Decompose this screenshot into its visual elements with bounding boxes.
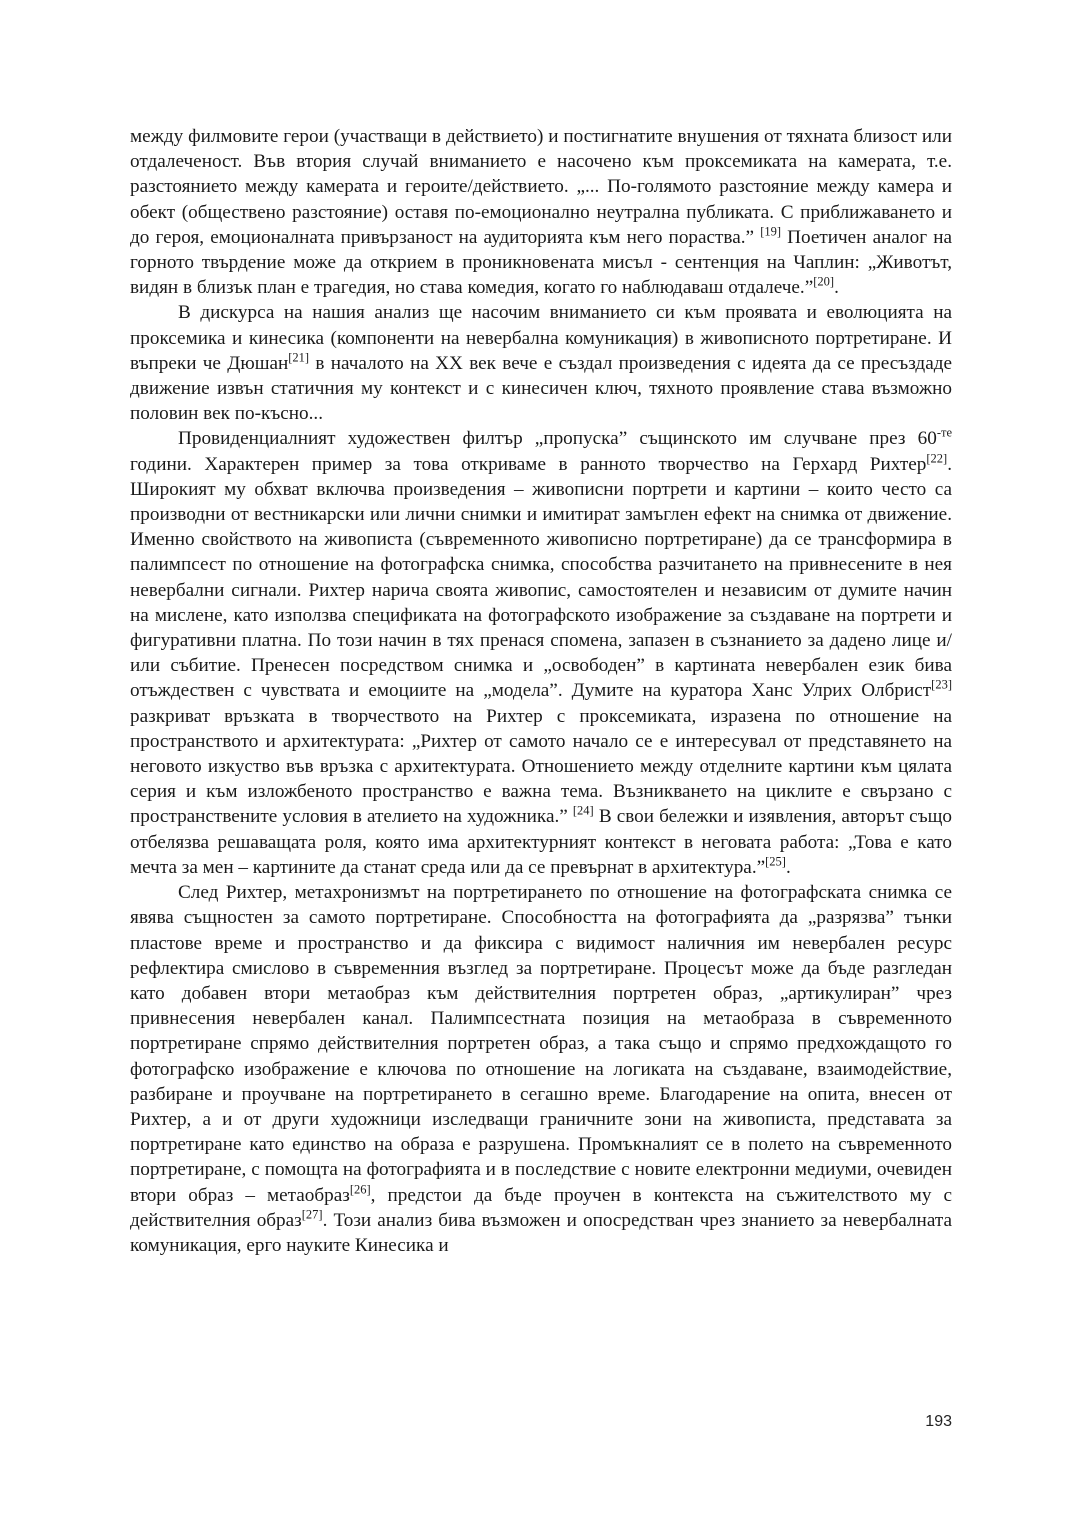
text-run: .	[834, 277, 839, 299]
footnote-reference: [22]	[926, 451, 948, 466]
footnote-reference: [26]	[349, 1182, 371, 1197]
text-run: Поетичен аналог на горното твърдение може да открием в проникновената мисъл - сентенция на Чаплин: „Животът, видян в близък план е трагедия, но става комедия, когато го наблюдаваш отдалече.”	[130, 226, 952, 299]
footnote-reference: [19]	[760, 224, 782, 239]
paragraph	[130, 880, 952, 1258]
text-run: в началото на XX век вече е създал произведения с идеята да се пресъздаде движение извън статичния му контекст и с кинесичен ключ, тяхното проявление става възможно половин век по-късно...	[130, 352, 952, 425]
text-run: В дискурса на нашия анализ ще насочим вниманието си към проявата и еволюцията на проксемика и кинесика (компоненти на невербална комуникация) в живописното портретиране. И въпреки че Дюшан	[130, 302, 952, 374]
text-run: След Рихтер, метахронизмът на портретирането по отношение на фотографската снимка се явява същностен за самото портретиране. Способността на фотографията да „разрязва” тънки пластове време и пространство и да фиксира с видимост наличния им невербален ресурс рефлектира смислово в съвременния възглед за портретиране. Процесът може да бъде разгледан като добавен втори метаобраз към действителния портретен образ, „артикулиран” чрез привнесения невербален канал. Палимпсестната позиция на метаобраза в съвременното портретиране спрямо действителния портретен образ, а така също и спрямо предхождащото го фотографско изображение е ключова по отношение на логиката на създаване, взаимодействие, разбиране и проучване на портретирането в сегашно време. Благодарение на опита, внесен от Рихтер, а и от други художници изследващи граничните зони на живописта, представата за портретиране като единство на образа е разрушена. Промъкналият се в полето на съвременното портретиране, с помощта на фотографията и в последствие с новите електронни медиуми, очевиден втори образ – метаобраз	[130, 882, 952, 1206]
paragraph	[130, 300, 952, 426]
footnote-reference: [21]	[288, 350, 310, 365]
text-run: години. Характерен пример за това откриваме в ранното творчество на Герхард Рихтер	[130, 453, 927, 475]
text-run: . Широкият му обхват включва произведения – живописни портрети и картини – които често са производни от вестникарски или лични снимки и имитират замъглен ефект на снимка от движение. Именно свойството на живописта (съвременното живописно портретиране) да се трансформира в палимпсест по отношение на фотографска снимка, способства разчитането на привнесените в нея невербални сигнали. Рихтер нарича своята живопис, самостоятелен и независим от думите начин на мислене, като използва спецификата на фотографското изображение за създаване на портрети и фигуративни платна. По този начин в тях пренася спомена, запазен в съзнанието за дадено лице и/или събитие. Пренесен посредством снимка и „освободен” в картината невербален език бива отъждествен с чувствата и емоциите на „модела”. Думите на куратора Ханс Улрих Олбрист	[130, 453, 952, 702]
text-run: .	[785, 856, 791, 878]
footnote-reference: [23]	[931, 678, 952, 693]
footnote-reference: [24]	[572, 804, 594, 819]
text-run: . Този анализ бива възможен и опосредстван чрез знанието за невербалната комуникация, ерго науките Кинесика и	[130, 1209, 952, 1256]
paragraph	[130, 426, 952, 880]
paragraph	[130, 124, 952, 300]
text-run: разкриват връзката в творчеството на Рихтер с проксемиката, изразена по отношение на пространството и архитектурата: „Рихтер от самото начало се е интересувал от представянето на неговото изкуство във връзка с архитектурата. Отношението между отделните картини към цялата серия и към изложбеното пространство е важна тема. Възникването на циклите е свързано с пространствените условия в ателието на художника.”	[130, 705, 952, 828]
text-run: , предстои да бъде проучен в контекста на съжителството му с действителния образ	[130, 1184, 952, 1231]
footnote-reference: [20]	[813, 274, 835, 289]
footnote-reference: [27]	[301, 1207, 323, 1222]
page-number: 193	[925, 1413, 952, 1430]
footnote-reference: -те	[936, 426, 952, 441]
text-run: Провиденциалният художествен филтър „пропуска” същинското им случване през 60	[178, 428, 937, 450]
text-run: В свои бележки и изявления, авторът също отбелязва решаващата роля, която има архитектурният контекст в неговата работа: „Това е като мечта за мен – картините да станат среда или да се превърнат в архитектура.”	[130, 806, 952, 878]
body-text	[130, 124, 952, 1258]
footnote-reference: [25]	[765, 854, 786, 869]
text-run: между филмовите герои (участващи в действието) и постигнатите внушения от тяхната близост или отдалеченост. Във втория случай вниманието е насочено към проксемиката на камерата, т.е. разстоянието между камерата и героите/действието. „... По-голямото разстояние между камера и обект (обществено разстояние) оставя по-емоционално неутрална публиката. С приближаването и до героя, емоционалната привързаност на аудиторията към него пораства.”	[130, 126, 952, 248]
